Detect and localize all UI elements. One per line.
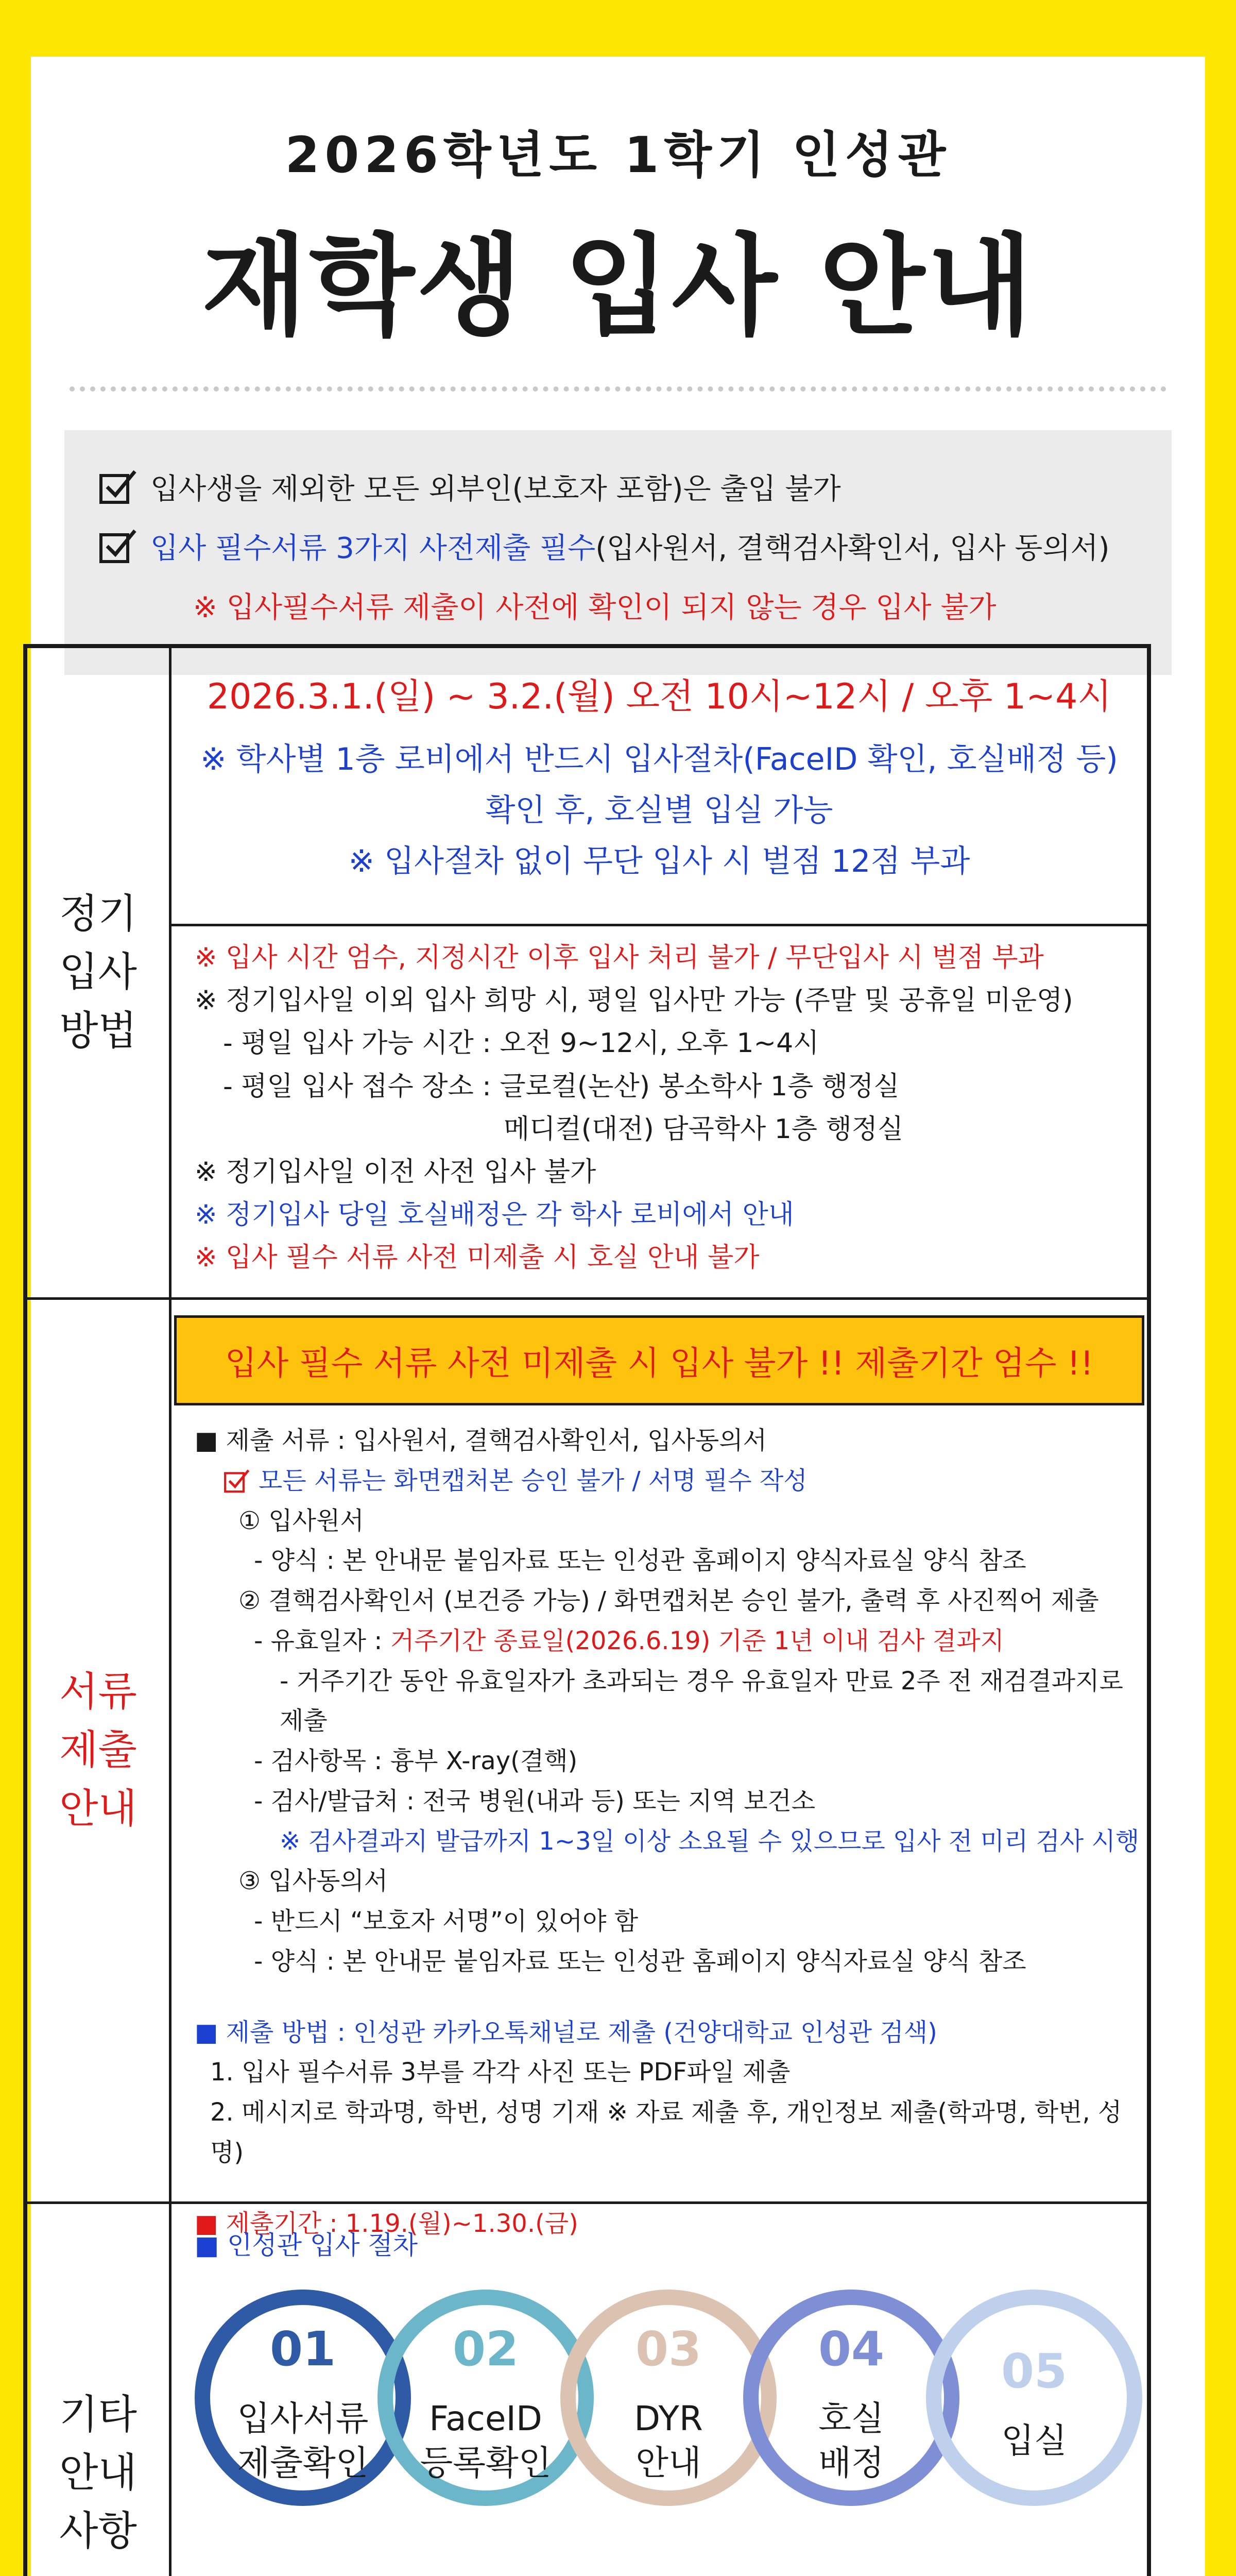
step-number: 03 [635, 2321, 702, 2377]
rule-line: ※ 입사 필수 서류 사전 미제출 시 호실 안내 불가 [195, 1242, 760, 1274]
doc-line-highlight: 거주기간 종료일(2026.6.19) 기준 1년 이내 검사 결과지 [390, 1626, 1004, 1655]
schedule-note-2: 확인 후, 호실별 입실 가능 [485, 792, 833, 828]
procedure-heading: ■ 인성관 입사 절차 [195, 2230, 418, 2260]
notice-line-2 [98, 526, 1172, 567]
method-line: 1. 입사 필수서류 3부를 각각 사진 또는 PDF파일 제출 [210, 2058, 791, 2087]
checkbox-icon [223, 1467, 251, 1495]
step-label: 입사서류 제출확인 [237, 2398, 369, 2483]
move-in-date: 2026.3.1.(일) ~ 3.2.(월) 오전 10시~12시 / 오후 1~4시 [207, 676, 1112, 717]
doc-line: - 반드시 “보호자 서명”이 있어야 함 [254, 1907, 639, 1936]
step-number: 04 [818, 2321, 885, 2377]
doc-line-text: 모든 서류는 화면캡처본 승인 불가 / 서명 필수 작성 [259, 1466, 808, 1495]
doc-line: - 양식 : 본 안내문 붙임자료 또는 인성관 홈페이지 양식자료실 양식 참조 [254, 1946, 1026, 1976]
notice-line-1-text: 입사생을 제외한 모든 외부인(보호자 포함)은 출입 불가 [150, 472, 841, 506]
notice-box [64, 430, 1172, 675]
step-label: DYR 안내 [634, 2398, 703, 2483]
checkbox-icon [98, 526, 139, 567]
doc-line: ② 결핵검사확인서 (보건증 가능) / 화면캡처본 승인 불가, 출력 후 사진찍어 제출 [238, 1586, 1099, 1615]
doc-line [195, 1461, 1147, 1501]
submission-warning-banner: 입사 필수 서류 사전 미제출 시 입사 불가 !! 제출기간 엄수 !! [174, 1315, 1144, 1405]
step-label: 호실 배정 [818, 2398, 884, 2483]
section-label: 서류 제출 안내 [27, 1300, 171, 2201]
procedure-steps [195, 2290, 1147, 2557]
submission-details [171, 1405, 1147, 2244]
section-content [171, 1300, 1147, 2238]
doc-line-label: - 유효일자 : [254, 1626, 390, 1655]
section-regular-move-in [27, 648, 1147, 1300]
doc-line: ※ 검사결과지 발급까지 1~3일 이상 소요될 수 있으므로 입사 전 미리 검사 시행 [280, 1826, 1140, 1856]
doc-line: ① 입사원서 [238, 1506, 364, 1535]
dotted-divider [70, 386, 1166, 392]
doc-line: - 검사항목 : 흉부 X-ray(결핵) [254, 1747, 578, 1775]
schedule-note-3: ※ 입사절차 없이 무단 입사 시 벌점 12점 부과 [348, 843, 970, 879]
section-document-submission [27, 1300, 1147, 2238]
step-label: FaceID 등록확인 [420, 2398, 552, 2483]
doc-line: ③ 입사동의서 [238, 1867, 388, 1896]
info-table [23, 644, 1151, 2576]
step-number: 05 [1001, 2343, 1068, 2399]
rule-line: ※ 정기입사일 이전 사전 입사 불가 [195, 1156, 596, 1188]
section-label: 정기 입사 방법 [27, 648, 171, 1297]
doc-line: - 검사/발급처 : 전국 병원(내과 등) 또는 지역 보건소 [254, 1786, 816, 1816]
rule-line: ※ 정기입사 당일 호실배정은 각 학사 로비에서 안내 [195, 1199, 794, 1231]
step-number: 01 [269, 2321, 336, 2377]
move-in-rules [171, 926, 1147, 1297]
section-label: 기타 안내 사항 [27, 2204, 171, 2576]
doc-line [195, 1621, 1147, 1662]
doc-line: - 양식 : 본 안내문 붙임자료 또는 인성관 홈페이지 양식자료실 양식 참조 [254, 1546, 1026, 1575]
doc-line: - 거주기간 동안 유효일자가 초과되는 경우 유효일자 만료 2주 전 재검결과지로 제출 [280, 1666, 1123, 1736]
notice-line-1 [98, 466, 1172, 507]
notice-line-2-highlight: 입사 필수서류 3가지 사전제출 필수 [150, 532, 596, 565]
section-other-info [27, 2204, 1147, 2576]
method-line: 2. 메시지로 학과명, 학번, 성명 기재 ※ 자료 제출 후, 개인정보 제출(학과명, 학번, 성명) [210, 2098, 1122, 2167]
procedure-step [926, 2290, 1142, 2506]
step-label: 입실 [1001, 2420, 1067, 2461]
notice-warning: ※ 입사필수서류 제출이 사전에 확인이 되지 않는 경우 입사 불가 [193, 591, 997, 624]
step-number: 02 [452, 2321, 519, 2377]
page-subtitle: 2026학년도 1학기 인성관 [285, 126, 951, 184]
doc-line: ■ 제출 서류 : 입사원서, 결핵검사확인서, 입사동의서 [195, 1426, 767, 1455]
page-title: 재학생 입사 안내 [201, 223, 1035, 350]
schedule-note-1: ※ 학사별 1층 로비에서 반드시 입사절차(FaceID 확인, 호실배정 등) [200, 741, 1118, 777]
submission-period: ■ 제출기간 : 1.19.(월)~1.30.(금) [195, 2209, 578, 2238]
rule-line: - 평일 입사 접수 장소 : 글로컬(논산) 봉소학사 1층 행정실 [223, 1071, 900, 1102]
checkbox-icon [98, 466, 139, 507]
move-in-schedule [171, 648, 1147, 926]
other-info-body [171, 2204, 1147, 2576]
rule-line: ※ 정기입사일 이외 입사 희망 시, 평일 입사만 가능 (주말 및 공휴일 미운영) [195, 985, 1073, 1016]
rule-line: - 평일 입사 가능 시간 : 오전 9~12시, 오후 1~4시 [223, 1028, 819, 1059]
section-content [171, 648, 1147, 1297]
rule-line: 메디컬(대전) 담곡학사 1층 행정실 [504, 1113, 904, 1145]
rule-line: ※ 입사 시간 엄수, 지정시간 이후 입사 처리 불가 / 무단입사 시 벌점 부과 [195, 942, 1044, 973]
notice-line-2-text: (입사원서, 결핵검사확인서, 입사 동의서) [595, 532, 1110, 565]
method-line: ■ 제출 방법 : 인성관 카카오톡채널로 제출 (건양대학교 인성관 검색) [195, 2018, 937, 2047]
section-content [171, 2204, 1147, 2576]
